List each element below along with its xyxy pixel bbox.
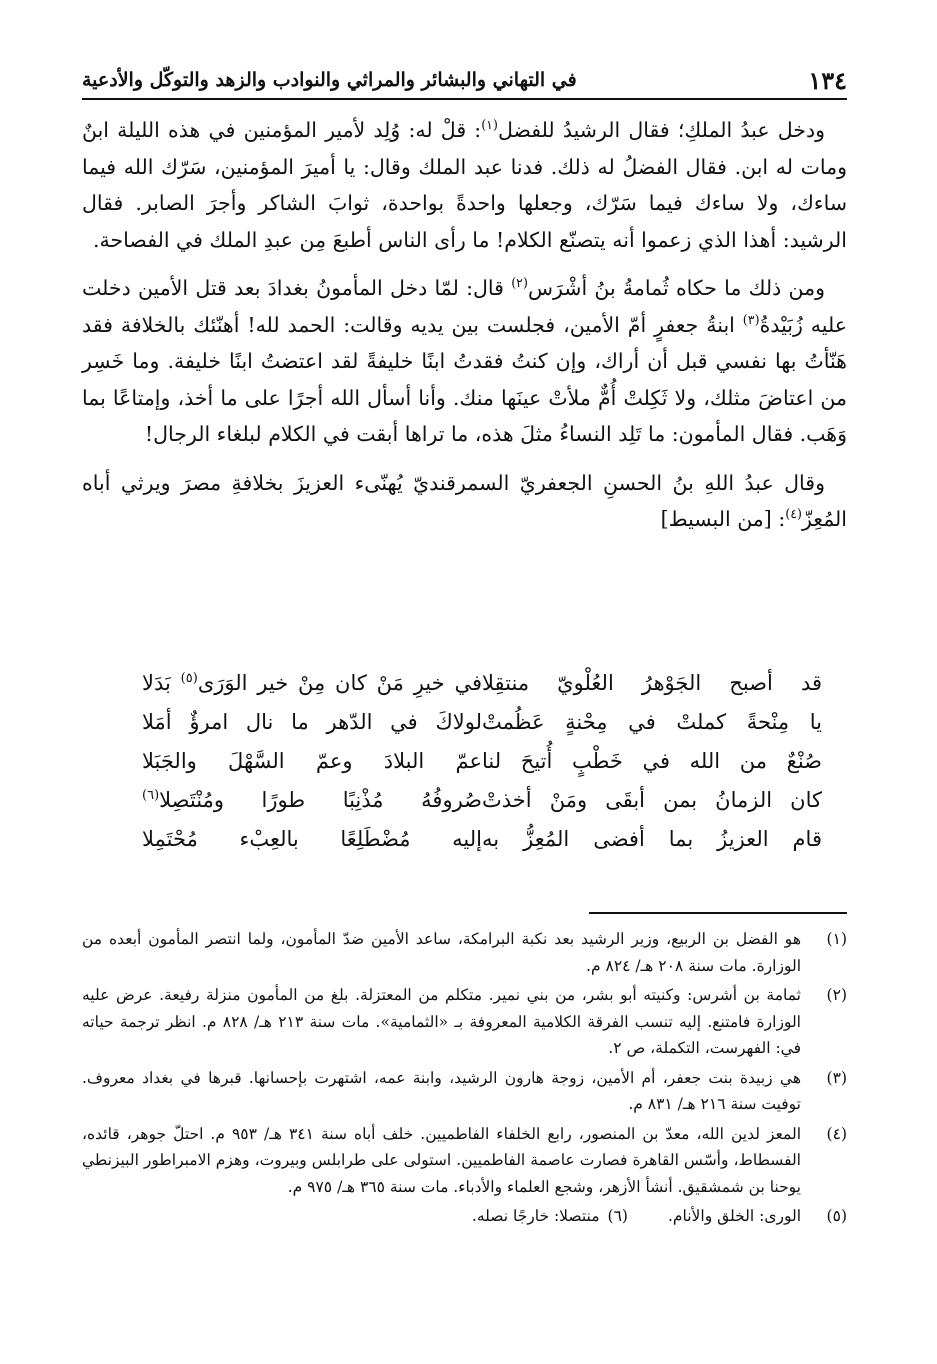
verse-second-hemistich xyxy=(142,664,482,703)
footnote-ref[interactable]: (١) xyxy=(481,117,498,133)
footnote xyxy=(82,926,847,979)
paragraph xyxy=(82,112,847,258)
footnote-number: (٢) xyxy=(826,986,847,1004)
verse-second-hemistich: عمّ البلادَ وعمّ السَّهْلَ والجَبَلا xyxy=(142,749,482,773)
footnote-text: هي زبيدة بنت جعفر، أم الأمين، زوجة هارون الرشيد، وابنة عمه، اشتهرت بإحسانها. قبرها في بغداد معروف. توفيت سنة ٢١٦ هـ/ ٨٣١ م. xyxy=(82,1068,801,1113)
footnote-number: (٣) xyxy=(826,1068,847,1087)
verse-first-hemistich: قام العزيزُ بما أفضى المُعِزُّ به xyxy=(482,827,822,851)
hemistich-text: في خيرِ مَنْ كان مِنْ خير الوَرَى xyxy=(197,671,482,695)
main-text xyxy=(82,112,847,538)
poem-verse xyxy=(82,703,847,742)
poem-verse xyxy=(82,664,847,703)
footnote-ref[interactable]: (٥) xyxy=(180,671,198,686)
poem-verse xyxy=(82,820,847,859)
poem-verse xyxy=(82,742,847,781)
footnote-row xyxy=(82,1203,847,1230)
paragraph-text: ودخل عبدُ الملكِ؛ فقال الرشيدُ للفضل xyxy=(497,118,825,142)
paragraph xyxy=(82,465,847,538)
hemistich-text: بَدَلا xyxy=(142,671,181,695)
footnote-ref[interactable]: (٦) xyxy=(142,788,160,803)
paragraph-text: ابنةُ جعفرٍ أمّ الأمين، فجلست بين يديه وقالت: الحمد لله! أهنّئك بالخلافة فقد هَنّأتُ بها نفسي قبل أن أراك، وإن كنتُ فقدتُ ابنًا خليفةً لقد اعتضتُ ابنًا خليفة. وما خَسِر من اعتاضَ مثلك، ولا ثَكِلتْ أُمٌّ ملأتْ عينَها منك. وأنا أسأل الله أجرًا على ما أخذ، وإمتاعًا بما وَهَب. فقال المأمون: ما تَلِد النساءُ مثلَ هذه، ما تراها أبقت في الكلام لبلغاء الرجال! xyxy=(82,312,847,446)
footnote-text: منتصلا: خارجًا نصله. xyxy=(471,1207,600,1225)
verse-second-hemistich: لولاكَ في الدّهر ما نال امرؤٌ أمَلا xyxy=(142,710,482,734)
footnote-number: (٥) xyxy=(826,1207,847,1225)
footnote-ref[interactable]: (٣) xyxy=(742,311,760,327)
footnote-text: الورى: الخلق والأنام. xyxy=(667,1207,801,1225)
footnote-ref[interactable]: (٢) xyxy=(511,275,528,291)
paragraph-text: وقال عبدُ اللهِ بنُ الحسنِ الجعفريّ السمرقنديّ يُهنّىء العزيزَ بخلافةِ مصرَ ويرثي أباه المُعِزّ xyxy=(82,470,847,531)
poem-verse xyxy=(82,781,847,820)
footnote-number: (٦) xyxy=(607,1207,628,1225)
footnote xyxy=(82,982,847,1062)
footnote-text: ثمامة بن أشرس: وكنيته أبو بشر، من بني نمير. متكلم من المعتزلة. بلغ من المأمون منزلة رفيعة. عرض عليه الوزارة فامتنع. إليه تنسب الفرقة الكلامية المعروفة بـ «الثمامية». مات سنة ٢١٣ هـ/ ٨٢٨ م. انظر ترجمة حياته في: الفهرست، التكملة، ص ٢. xyxy=(82,986,801,1057)
verse-first-hemistich: يا مِنْحةً كملتْ في مِحْنةٍ عَظُمتْ xyxy=(482,710,822,734)
verse-second-hemistich xyxy=(142,781,482,820)
paragraph-text: : xyxy=(771,507,786,531)
paragraph-text: : قلْ له: وُلِد لأمير المؤمنين في هذه الليلة ابنٌ ومات له ابن. فقال الفضلُ له ذلك. فدنا عبد الملك وقال: يا أميرَ المؤمنين، سَرّك الله فيما ساءك، ولا ساءك فيما سَرّك، وجعلها واحدةً بواحدة، ثوابَ الشاكر وأجرَ الصابر. فقال الرشيد: أهذا الذي زعموا أنه يتصنّع الكلام! ما رأى الناس أطبعَ مِن عبدِ الملك في الفصاحة. xyxy=(82,118,847,252)
footnote-text: المعز لدين الله، معدّ بن المنصور، رابع الخلفاء الفاطميين. خلف أباه سنة ٣٤١ هـ/ ٩٥٣ م. احتلّ جوهر، قائده، الفسطاط، وأسّس القاهرة فصارت عاصمة الفاطميين. استولى على طرابلس وبيروت، وهزم الامبراطور البيزنطي يوحنا بن شمشقيق. أنشأ الأزهر، وشجع العلماء والأدباء. مات سنة ٣٦٥ هـ/ ٩٧٥ م. xyxy=(82,1124,802,1196)
paragraph-text: قال: لمّا دخل المأمونُ بغدادَ بعد قتل الأمين دخلت عليه زُبَيْدةُ xyxy=(82,276,847,337)
footnotes xyxy=(82,926,847,1230)
verse-first-hemistich: صُنْعٌ من الله في خَطْبٍ أُتيحَ لنا xyxy=(482,749,822,773)
verse-second-hemistich: إليه مُضْطَلِعًا بالعِبْء مُحْتَمِلا xyxy=(142,827,482,851)
paragraph-text: ومن ذلك ما حكاه ثُمامةُ بنُ أشْرَس xyxy=(527,276,825,300)
footnote-number: (١) xyxy=(826,930,847,948)
page-number: ١٣٤ xyxy=(808,65,847,95)
page-header xyxy=(82,62,847,100)
footnote xyxy=(82,1121,847,1201)
verse-first-hemistich: كان الزمانُ بمن أبقَى ومَنْ أخذتْ xyxy=(482,788,822,812)
hemistich-text: صُروفُهُ مُذْنِبًا طورًا ومُنْتَصِلا xyxy=(159,788,482,812)
footnote-text: هو الفضل بن الربيع، وزير الرشيد بعد نكبة البرامكة، ساعد الأمين ضدّ المأمون، ولما انتصر المأمون أبعده من الوزارة. مات سنة ٢٠٨ هـ/ ٨٢٤ م. xyxy=(82,930,801,975)
poem xyxy=(82,664,847,859)
paragraph xyxy=(82,270,847,453)
footnote xyxy=(82,1065,847,1118)
verse-first-hemistich: قد أصبح الجَوْهرُ العُلْويّ منتقِلا xyxy=(482,671,822,695)
footnote-divider xyxy=(589,912,847,914)
running-title: في التهاني والبشائر والمراثي والنوادب والزهد والتوكّل والأدعية xyxy=(82,69,577,91)
footnote-number: (٤) xyxy=(826,1124,847,1143)
footnote-ref[interactable]: (٤) xyxy=(785,506,802,522)
poem-meter: [من البسيط] xyxy=(660,507,772,531)
